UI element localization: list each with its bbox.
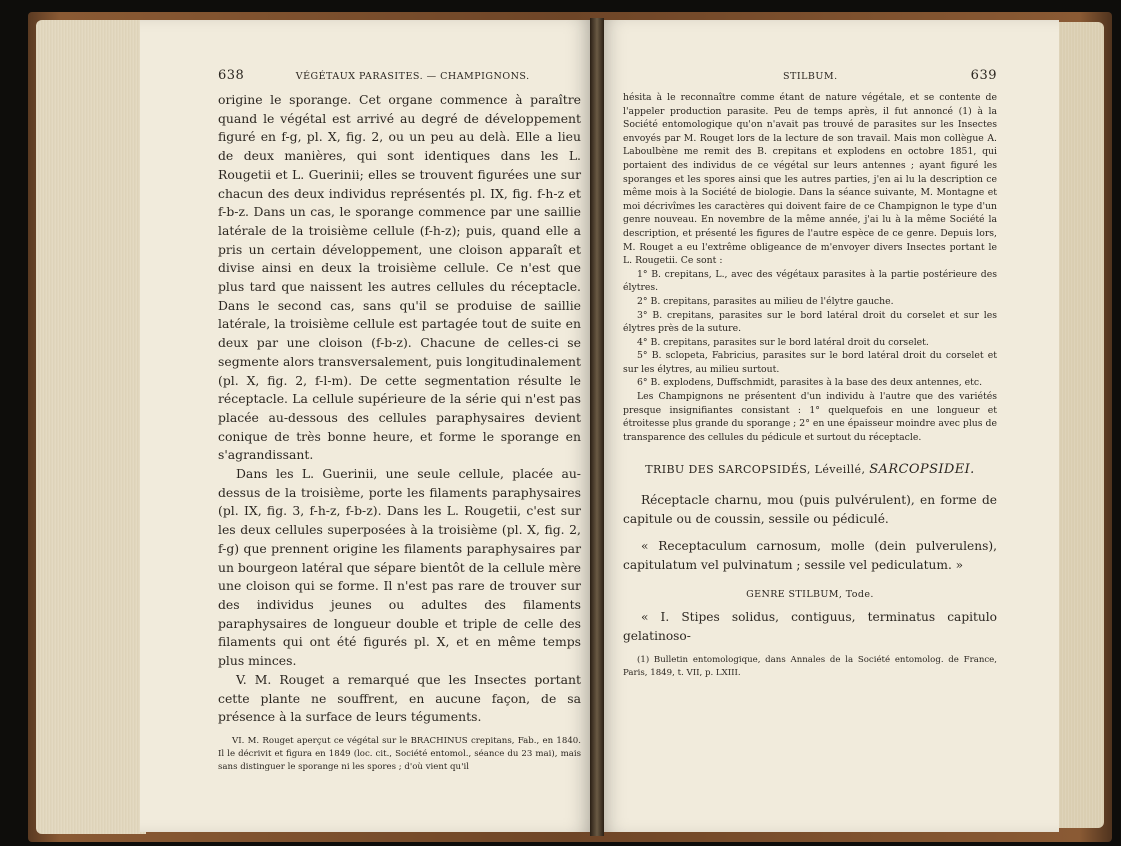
right-page-content (623, 68, 997, 680)
right-page (597, 20, 1059, 832)
left-page-content (218, 68, 581, 773)
tribu-heading (623, 462, 997, 477)
list-item: 1° B. crepitans, L., avec des végétaux parasites à la partie postérieure des élytres. (623, 268, 997, 294)
page-edges-right (1058, 22, 1104, 828)
left-paragraph-3: V. M. Rouget a remarqué que les Insectes portant cette plante ne souffrent, en aucune façon, de sa présence à la surface de leurs téguments. (218, 671, 581, 725)
list-item: 5° B. sclopeta, Fabricius, parasites sur le bord latéral droit du corselet et sur les élytres, au milieu surtout. (623, 350, 997, 375)
left-running-title: VÉGÉTAUX PARASITES. — CHAMPIGNONS. (295, 71, 530, 82)
right-running-header (623, 68, 997, 83)
left-paragraph-1: origine le sporange. Cet organe commence à paraître quand le végétal est arrivé au degré de développement figuré en f-g, pl. X, fig. 2, ou un peu au delà. Elle a lieu de deux manières, qui sont identiques dans les L. Rougetii et L. Guerinii; elles se trouvent figurées une sur chacun des deux individus représentés pl. IX, fig. f-h-z et f-b-z. Dans un cas, le sporange commence par une saillie latérale de la troisième cellule (f-h-z); puis, quand elle a pris un certain développement, une cloison apparaît et divise ainsi en deux la troisième cellule. Ce n'est que plus tard que naissent les autres cellules du réceptacle. Dans le second cas, sans qu'il se produise de saillie latérale, la troisième cellule est partagée tout de suite en deux par une cloison (f-b-z). Chacune de celles-ci se segmente alors transversalement, puis longitudinalement (pl. X, fig. 2, f-l-m). De cette segmentation résulte le réceptacle. La cellule supérieure de la série qui n'est pas placée au-dessous des cellules paraphysaires devient conique de très bonne heure, et forme le sporange en s'agrandissant. (218, 92, 581, 463)
list-item: 4° B. crepitans, parasites sur le bord latéral droit du corselet. (637, 336, 929, 348)
list-item: 3° B. crepitans, parasites sur le bord latéral droit du corselet et sur les élytres près de la suture. (623, 309, 997, 335)
list-item: 6° B. explodens, Duffschmidt, parasites à la base des deux antennes, etc. (637, 377, 983, 389)
book-gutter (590, 18, 604, 836)
genre-description (623, 608, 997, 646)
tribu-heading-roman: TRIBU DES SARCOPSIDÉS, Léveillé, (645, 463, 866, 477)
left-running-header (218, 68, 581, 83)
left-page-number: 638 (218, 68, 245, 83)
right-footnote (623, 654, 997, 679)
page-edges-left (36, 20, 146, 834)
right-intro: hésita à le reconnaître comme étant de nature végétale, et se contente de l'appeler production parasite. Peu de temps après, il fut annoncé (1) à la Société entomologique qu'on n'avait pas trouvé de parasites sur les Insectes envoyés par M. Rouget lors de la lecture de son travail. Mais mon collègue A. Laboulbène me remit des B. crepitans et explodens en octobre 1851, qui portaient des individus de ce végétal sur leurs antennes ; ayant figuré les sporanges et les spores ainsi que les autres parties, j'en ai lu la description ce même mois à la Société de biologie. Dans la séance suivante, M. Montagne et moi décrivîmes les caractères qui doivent faire de ce Champignon le type d'un genre nouveau. En novembre de la même année, j'ai lu à la même Société la description, et présenté les figures de l'autre espèce de ce genre. Depuis lors, M. Rouget a eu l'extrême obligeance de m'envoyer divers Insectes portant le L. Rougetii. Ce sont : (623, 92, 997, 267)
tribu-heading-italic: SARCOPSIDEI. (869, 462, 975, 478)
left-body-text (218, 91, 581, 727)
description-french: Réceptacle charnu, mou (puis pulvérulent), en forme de capitule ou de coussin, sessile ou pédiculé. (623, 493, 997, 527)
left-page (140, 20, 595, 832)
genre-heading: GENRE STILBUM, Tode. (746, 589, 874, 601)
list-item: 2° B. crepitans, parasites au milieu de l'élytre gauche. (637, 295, 894, 307)
genre-text: « I. Stipes solidus, contiguus, terminatus capitulo gelatinoso- (623, 610, 997, 644)
left-footnote-text: VI. M. Rouget aperçut ce végétal sur le BRACHINUS crepitans, Fab., en 1840. Il le décrivit et figura en 1849 (loc. cit., Société entomol., séance du 23 mai), mais sans distinguer le sporange ni les spores ; d'où vient qu'il (218, 735, 581, 772)
right-page-number: 639 (970, 68, 997, 83)
right-body-text (623, 91, 997, 444)
right-footnote-text: (1) Bulletin entomologique, dans Annales de la Société entomolog. de France, Paris, 1849, t. VII, p. LXIII. (623, 655, 997, 679)
right-running-title: STILBUM. (783, 71, 838, 82)
tribu-description (623, 491, 997, 575)
left-footnote (218, 735, 581, 773)
right-after-list: Les Champignons ne présentent d'un individu à l'autre que des variétés presque insignifiantes consistant : 1° quelquefois en une longueur et étroitesse plus grande du sporange ; 2° en une épaisseur moindre avec plus de transparence des cellules du pédicule et surtout du réceptacle. (623, 391, 997, 443)
description-latin: « Receptaculum carnosum, molle (dein pulverulens), capitulatum vel pulvinatum ; sessile vel pediculatum. » (623, 539, 997, 573)
left-paragraph-2: Dans les L. Guerinii, une seule cellule, placée au-dessus de la troisième, porte les filaments paraphysaires (pl. IX, fig. 3, f-h-z, f-b-z). Dans les L. Rougetii, c'est sur les deux cellules superposées à la troisième (pl. X, fig. 2, f-g) que prennent origine les filaments paraphysaires par un bourgeon latéral que sépare bientôt de la cellule mère une cloison qui se forme. Il n'est pas rare de trouver sur des individus jeunes ou adultes des filaments paraphysaires de longueur double et triple de celle des filaments qui ont été figurés pl. X, et en même temps plus minces. (218, 466, 581, 669)
